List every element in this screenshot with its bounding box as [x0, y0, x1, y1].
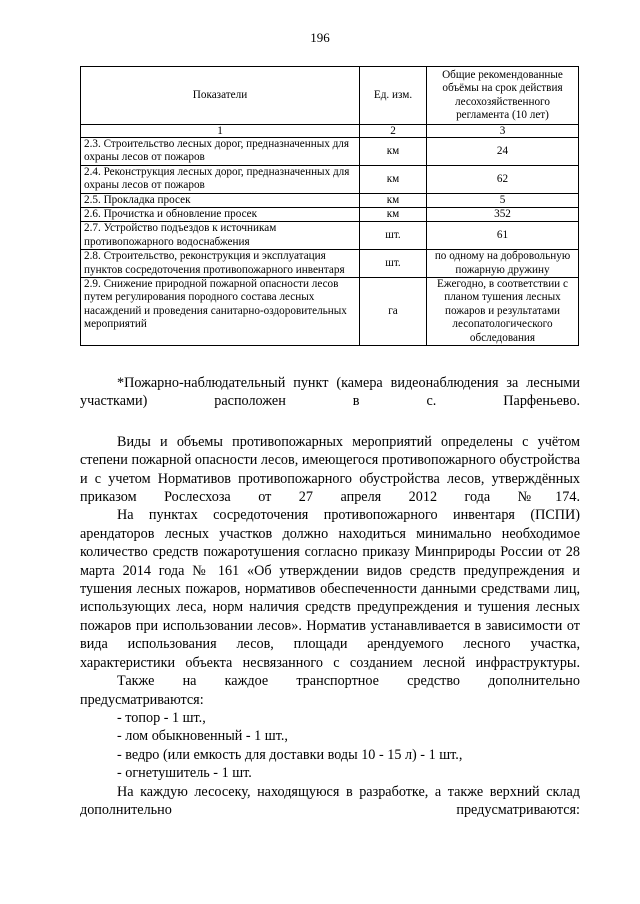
- list-item: - ведро (или емкость для доставки воды 10 - 15 л) - 1 шт.,: [117, 746, 463, 763]
- row-indicator: 2.5. Прокладка просек: [81, 193, 360, 207]
- header-unit: Ед. изм.: [360, 67, 427, 125]
- paragraph: Также на каждое транспортное средство дополнительно предусматриваются:: [80, 673, 580, 708]
- row-volume: Ежегодно, в соответствии с планом тушения лесных пожаров и результатами лесопатологического обследования: [427, 278, 579, 346]
- row-unit: км: [360, 208, 427, 222]
- row-volume: 5: [427, 193, 579, 207]
- table-row: [81, 165, 579, 193]
- header-volume: Общие рекомендованные объёмы на срок действия лесохозяйственного регламента (10 лет): [427, 67, 579, 125]
- row-volume: 62: [427, 165, 579, 193]
- row-unit: га: [360, 278, 427, 346]
- row-unit: шт.: [360, 250, 427, 278]
- table-header-row: [81, 67, 579, 125]
- row-volume: 352: [427, 208, 579, 222]
- row-indicator: 2.8. Строительство, реконструкция и эксплуатация пунктов сосредоточения противопожарного инвентаря: [81, 250, 360, 278]
- table-row: [81, 138, 579, 166]
- row-indicator: 2.9. Снижение природной пожарной опасности лесов путем регулирования породного состава лесных насаждений и проведения санитарно-оздоровительных мероприятий: [81, 278, 360, 346]
- row-indicator: 2.4. Реконструкция лесных дорог, предназначенных для охраны лесов от пожаров: [81, 165, 360, 193]
- fire-prevention-table: [80, 66, 579, 346]
- header-indicator: Показатели: [81, 67, 360, 125]
- row-volume: 61: [427, 222, 579, 250]
- row-indicator: 2.6. Прочистка и обновление просек: [81, 208, 360, 222]
- footnote: *Пожарно-наблюдательный пункт (камера видеонаблюдения за лесными участками) расположен в с. Парфеньево.: [80, 375, 580, 410]
- row-unit: км: [360, 138, 427, 166]
- row-unit: км: [360, 165, 427, 193]
- row-volume: 24: [427, 138, 579, 166]
- row-unit: км: [360, 193, 427, 207]
- col-number-3: 3: [427, 125, 579, 138]
- row-volume: по одному на добровольную пожарную дружину: [427, 250, 579, 278]
- col-number-2: 2: [360, 125, 427, 138]
- table-row: [81, 278, 579, 346]
- table-row: [81, 222, 579, 250]
- table-row: [81, 250, 579, 278]
- list-item: - топор - 1 шт.,: [117, 709, 206, 726]
- row-indicator: 2.3. Строительство лесных дорог, предназначенных для охраны лесов от пожаров: [81, 138, 360, 166]
- col-number-1: 1: [81, 125, 360, 138]
- table-row: [81, 208, 579, 222]
- row-unit: шт.: [360, 222, 427, 250]
- row-indicator: 2.7. Устройство подъездов к источникам противопожарного водоснабжения: [81, 222, 360, 250]
- paragraph: Виды и объемы противопожарных мероприятий определены с учётом степени пожарной опасности лесов, имеющегося противопожарного обустройства и с учетом Нормативов противопожарного обустройства лесов, утверждённых приказом Рослесхоза от 27 апреля 2012 года №174.: [80, 433, 580, 506]
- page-number: 196: [310, 30, 330, 45]
- list-item: - огнетушитель - 1 шт.: [117, 765, 252, 782]
- paragraph: На пунктах сосредоточения противопожарного инвентаря (ПСПИ) арендаторов лесных участков должно находиться минимально необходимое количество средств пожаротушения согласно приказу Минприроды России от 28 марта 2014 года № 161 «Об утверждении видов средств предупреждения и тушения лесных пожаров, нормативов обеспеченности данными средствами лиц, использующих леса, норм наличия средств предупреждения и тушения лесных пожаров при использовании лесов». Норматив устанавливается в зависимости от вида использования лесов, площади арендуемого лесного участка, характеристики объекта несвязанного с созданием лесной инфраструктуры.: [80, 507, 580, 671]
- paragraph: На каждую лесосеку, находящуюся в разработке, а также верхний склад дополнительно предусматриваются:: [80, 783, 580, 818]
- list-item: - лом обыкновенный - 1 шт.,: [117, 728, 288, 745]
- table-row: [81, 193, 579, 207]
- table-number-row: [81, 125, 579, 138]
- body-text: [80, 374, 580, 819]
